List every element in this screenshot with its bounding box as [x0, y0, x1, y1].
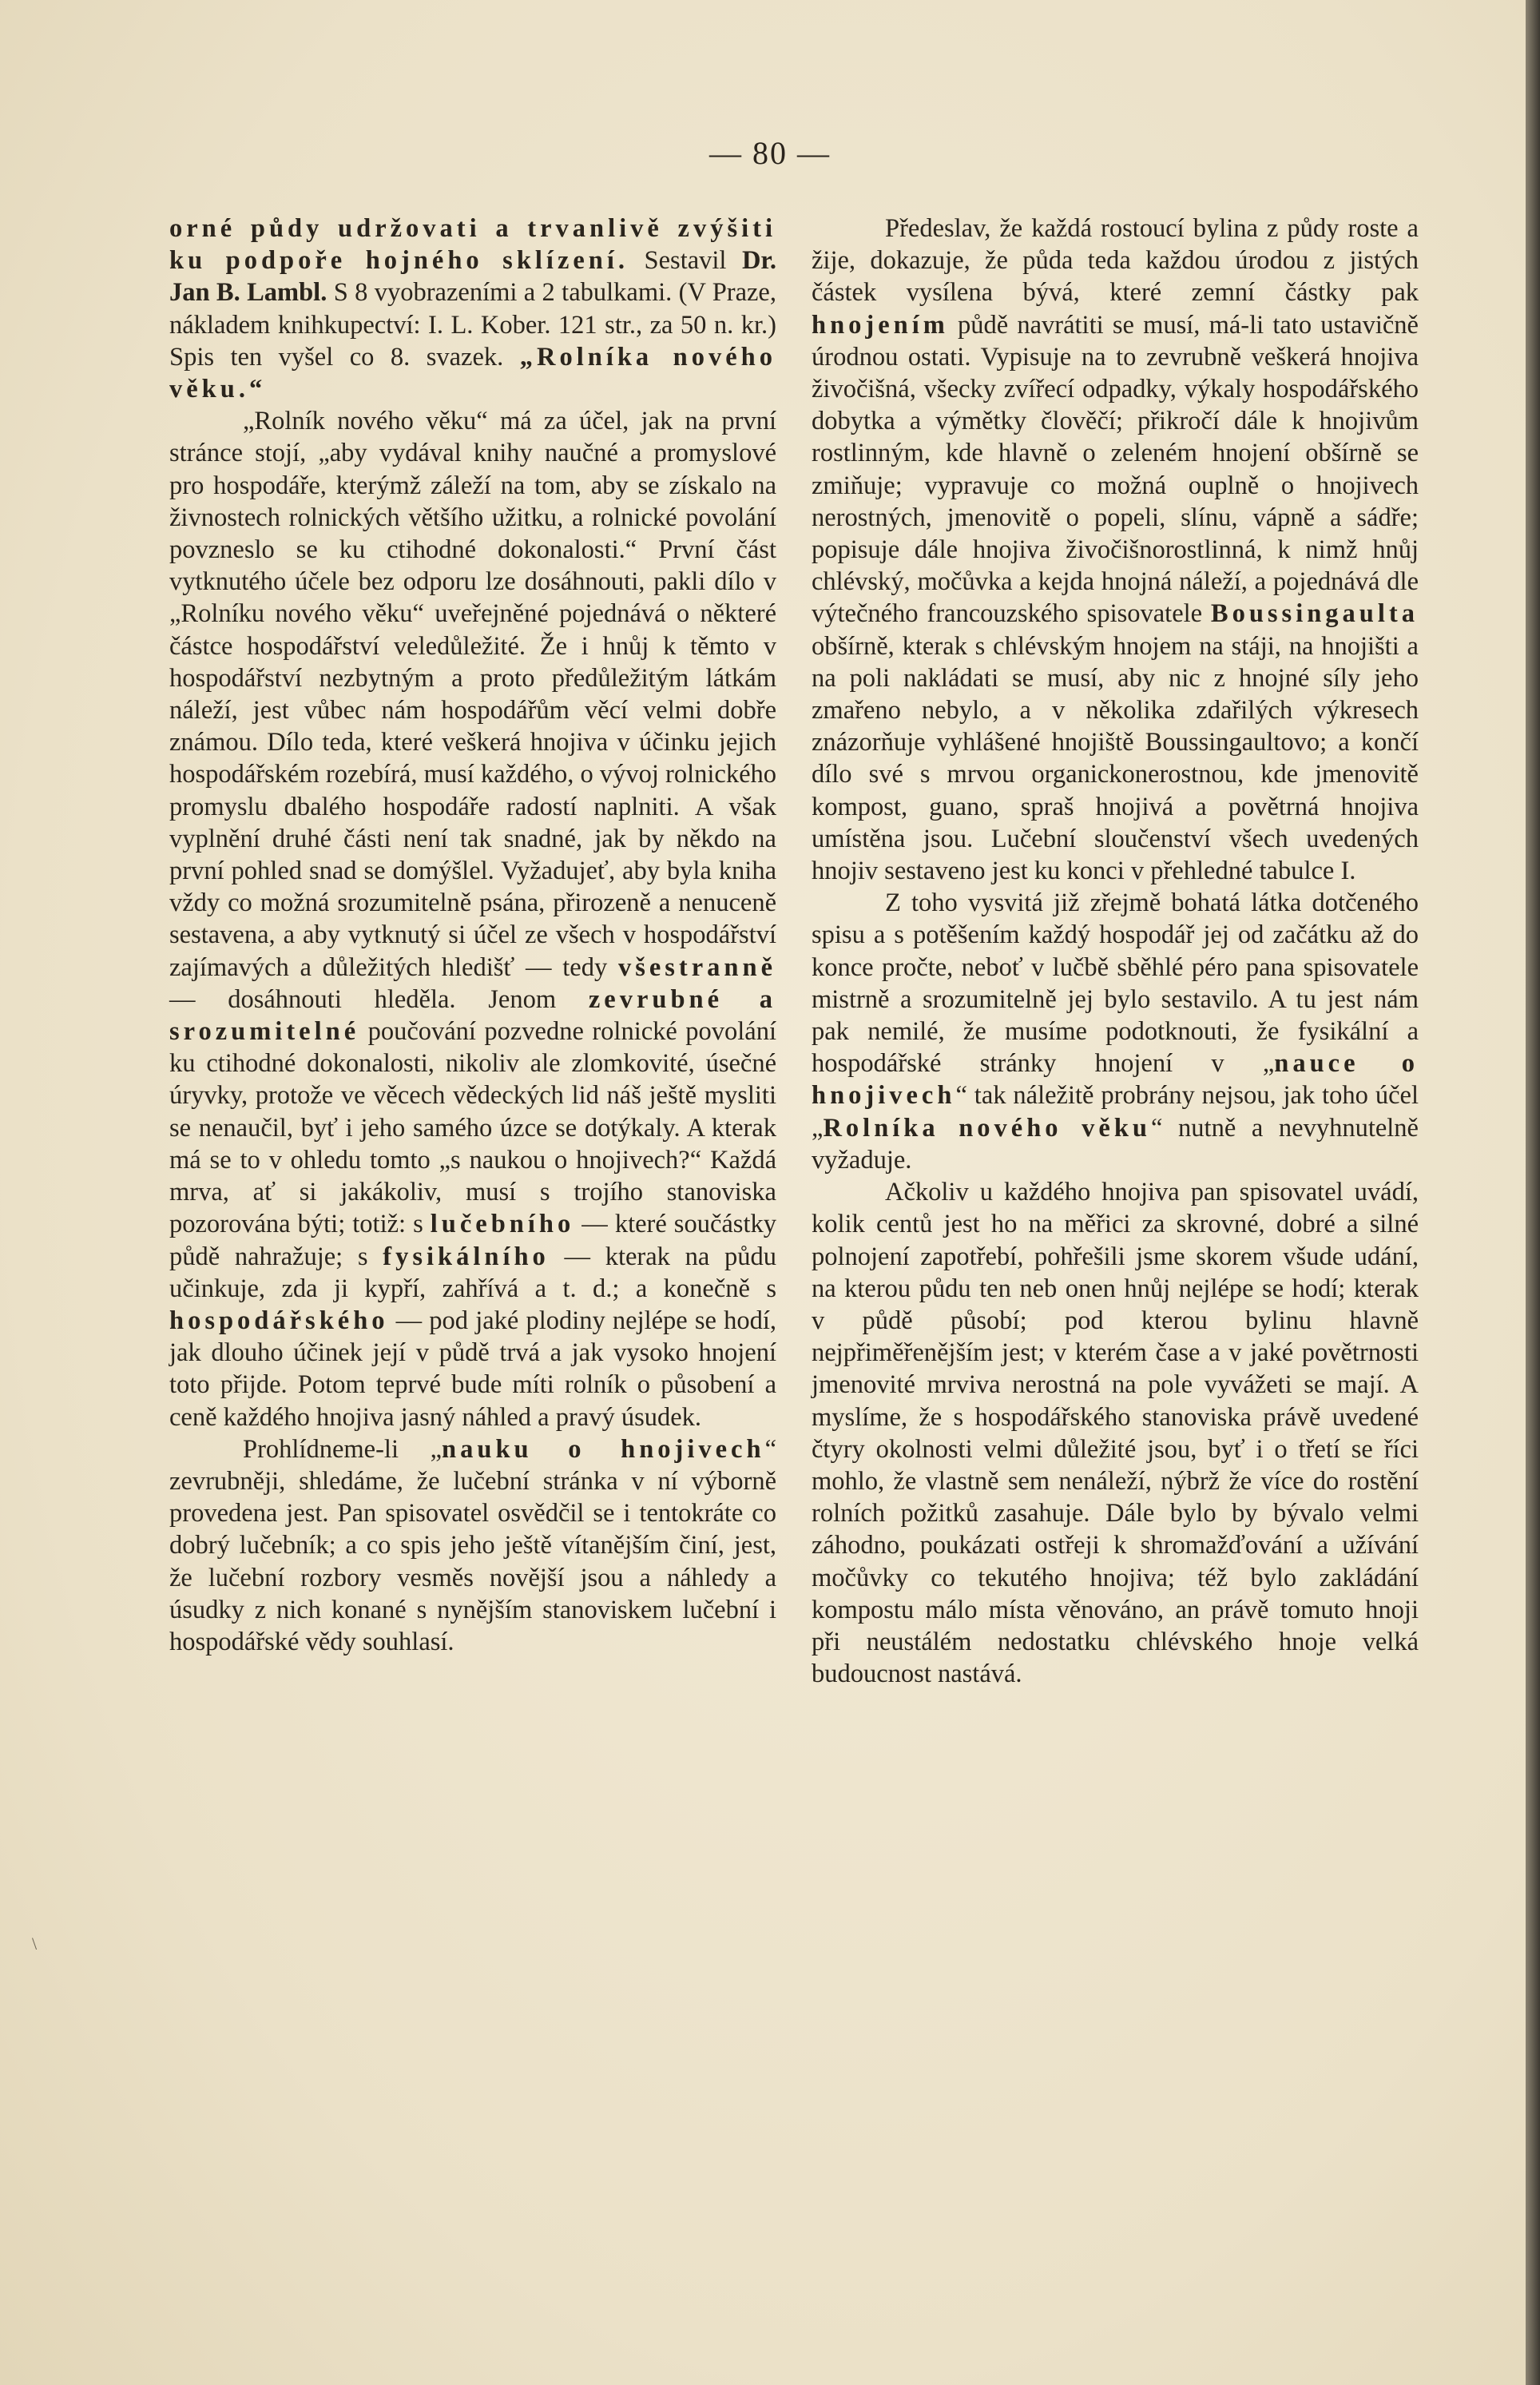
- review-heading-paragraph: orné půdy udržovati a trvanlivě zvýšiti ku podpoře hojného sklízení. Sestavil Dr. Jan B. Lambl. S 8 vyobrazeními a 2 tabulkami. (V Praze, nákladem knihkupectví: I. L. Kober. 121 str., za 50 n. kr.) Spis ten vyšel co 8. svazek. „Rolníka nového věku.“: [169, 214, 776, 404]
- margin-mark: \: [32, 1934, 38, 1954]
- left-column: [169, 213, 776, 1658]
- paragraph: „Rolník nového věku“ má za účel, jak na první stránce stojí, „aby vydával knihy naučné a promyslové pro hospodáře, kterýmž záleží na tom, aby se získalo na živnostech rolnických většího užitku, a rolnické povolání povzneslo se ku ctihodné dokonalosti.“ První část vytknutého účele bez odporu lze dosáhnouti, pakli dílo v „Rolníku nového věku“ uveřejněné pojednává o některé částce hospodářství veledůležité. Že i hnůj k těmto v hospodářství nezbytným a proto předůležitým látkám náleží, jest vůbec nám hospodářům věcí velmi dobře známou. Dílo teda, které veškerá hnojiva v účinku jejich hospodářském rozebírá, musí každého, o vývoj rolnického promyslu dbalého hospodáře radostí naplniti. A však vyplnění druhé části není tak snadné, jak by někdo na první pohled snad se domýšlel. Vyžadujeť, aby byla kniha vždy co možná srozumitelně psána, přirozeně a nenuceně sestavena, a aby vytknutý si účel ze všech v hospodářství zajímavých a důležitých hledišť — tedy všestranně — dosáhnouti hleděla. Jenom zevrubné a srozumitelné poučování pozvedne rolnické povolání ku ctihodné dokonalosti, nikoliv ale zlomkovité, úsečné úryvky, protože ve věcech vědeckých lid náš ještě mysliti se nenaučil, byť i jeho samého úzce se dotýkaly. A kterak má se to v ohledu tomto „s naukou o hnojivech?“ Každá mrva, ať si jakákoliv, musí s trojího stanoviska pozorována býti; totiž: s lučebního — které součástky půdě nahražuje; s fysikálního — kterak na půdu učinkuje, zda ji kypří, zahřívá a t. d.; a konečně s hospodářského — pod jaké plodiny nejlépe se hodí, jak dlouho účinek její v půdě trvá a jak vysoko hnojení toto přijde. Potom teprvé bude míti rolník o působení a ceně každého hnojiva jasný náhled a pravý úsudek.: [169, 407, 776, 1432]
- book-title: orné půdy udržovati a trvanlivě zvýšiti ku podpoře hojného sklízení.: [169, 214, 776, 276]
- page-number: — 80 —: [709, 135, 831, 171]
- paragraph: Prohlídneme-li „nauku o hnojivech“ zevrubněji, shledáme, že lučební stránka v ní výborně provedena jest. Pan spisovatel osvědčil se i tentokráte co dobrý lučebník; a co spis jeho ještě vítanějším činí, jest, že lučební rozbory vesměs novější jsou a náhledy a úsudky z nich konané s nynějším stanoviskem lučební i hospodářské vědy souhlasí.: [169, 1434, 776, 1656]
- author-name: Dr. Jan B. Lambl.: [169, 246, 776, 308]
- right-column: [812, 213, 1419, 1690]
- paragraph: Předeslav, že každá rostoucí bylina z půdy roste a žije, dokazuje, že půda teda každou úrodou z jistých částek vysílena bývá, které zemní částky pak hnojením půdě navrátiti se musí, má-li tato ustavičně úrodnou ostati. Vypisuje na to zevrubně veškerá hnojiva živočišná, všecky zvířecí odpadky, výkaly hospodářského dobytka a výmětky člověčí; přikročí dále k hnojivům rostlinným, kde hlavně o zeleném hnojení obšírně se zmiňuje; vypravuje co možná ouplně o hnojivech nerostných, jmenovitě o popeli, slínu, vápně a sádře; popisuje dále hnojiva živočišnorostlinná, k nimž hnůj chlévský, močůvka a kejda hnojná náleží, a pojednává dle výtečného francouzského spisovatele Boussingaulta obšírně, kterak s chlévským hnojem na stáji, na hnojišti a na poli nakládati se musí, aby nic z hnojné síly jeho zmařeno nebylo, a v několika zdařilých výkresech znázorňuje vyhlášené hnojiště Boussingaultovo; a končí dílo své s mrvou organickonerostnou, kde jmenovitě kompost, guano, spraš hnojivá a povětrná hnojiva umístěna jsou. Lučební sloučenství všech uvedených hnojiv sestaveno jest ku konci v přehledné tabulce I.: [812, 214, 1419, 886]
- paragraph: Z toho vysvitá již zřejmě bohatá látka dotčeného spisu a s potěšením každý hospodář jej od začátku až do konce pročte, neboť v lučbě sběhlé péro pana spisovatele mistrně a srozumitelně jej bylo sestavilo. A tu jest nám pak nemilé, že musíme podotknouti, že fysikální a hospodářské stránky hnojení v „nauce o hnojivech“ tak náležitě probrány nejsou, jak toho účel „Rolníka nového věku“ nutně a nevyhnutelně vyžaduje.: [812, 888, 1419, 1175]
- series-name: „Rolníka nového věku.“: [169, 342, 776, 404]
- page-edge-shadow: [1526, 0, 1540, 2385]
- paragraph: Ačkoliv u každého hnojiva pan spisovatel uvádí, kolik centů jest ho na měřici za skrovné, dobré a silné polnojení zapotřebí, pohřešili jsme skorem všude udání, na kterou půdu ten neb onen hnůj nejlépe se hodí; kterak v půdě působí; pod kterou bylinu hlavně nejpřiměřenějším jest; v kterém čase a v jaké povětrnosti jmenovité mrviva nerostná na pole vyvážeti se mají. A myslíme, že s hospodářského stanoviska právě uvedené čtyry okolnosti velmi důležité jsou, byť i o třetí se říci mohlo, že vlastně sem nenáleží, nýbrž že více do rostění rolních požitků zasahuje. Dále bylo by bývalo velmi záhodno, poukázati ostřeji k shromažďování a užívání močůvky co tekutého hnojiva; též bylo zakládání kompostu málo místa věnováno, an právě tomuto hnoji při neustálém nedostatku chlévského hnoje velká budoucnost nastává.: [812, 1178, 1419, 1689]
